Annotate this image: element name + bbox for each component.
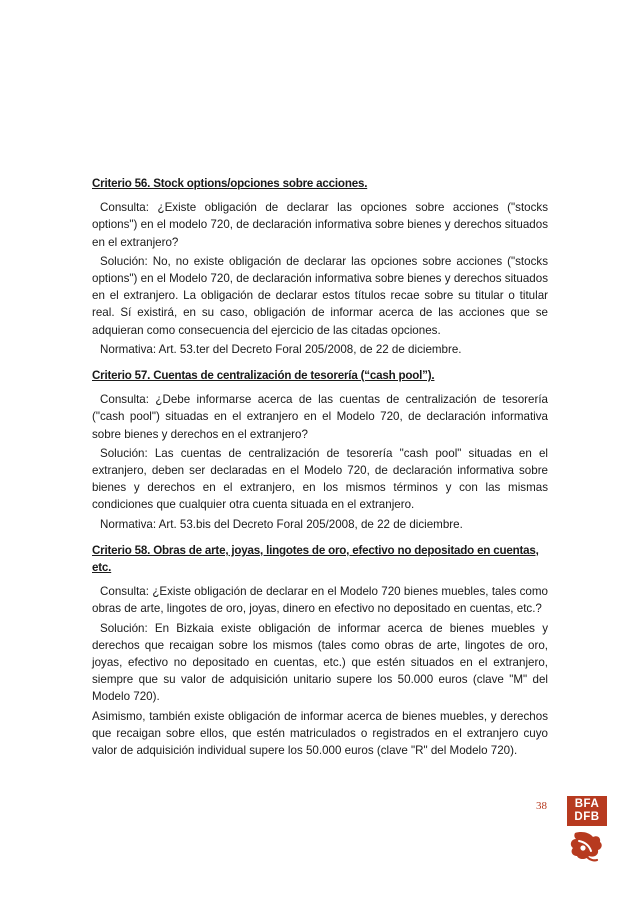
criterio-56-consulta: Consulta: ¿Existe obligación de declarar las opciones sobre acciones ("stocks options") en el modelo 720, de declaración informativa sobre bienes y derechos situados en el extranjero?	[92, 201, 548, 249]
criterio-56-normativa: Normativa: Art. 53.ter del Decreto Foral 205/2008, de 22 de diciembre.	[100, 342, 462, 356]
document-body	[92, 175, 548, 761]
page-number: 38	[536, 800, 547, 812]
criterio-57-solucion: Solución: Las cuentas de centralización de tesorería "cash pool" situadas en el extranjero, deben ser declaradas en el Modelo 720, de declaración informativa sobre bienes y derechos en el extranjero, en los mismos términos y con las mismas condiciones que cualquier otra cuenta situada en el extranjero.	[92, 446, 548, 512]
criterio-57-normativa: Normativa: Art. 53.bis del Decreto Foral 205/2008, de 22 de diciembre.	[100, 517, 463, 531]
oak-leaf-icon	[567, 829, 607, 863]
logo-line-1: BFA	[574, 798, 600, 810]
criterio-58-heading: Criterio 58. Obras de arte, joyas, lingotes de oro, efectivo no depositado en cuentas, etc.	[92, 543, 539, 575]
logo-line-2: DFB	[574, 811, 600, 823]
criterio-56-heading: Criterio 56. Stock options/opciones sobre acciones.	[92, 177, 368, 190]
criterio-57-heading: Criterio 57. Cuentas de centralización de tesorería (“cash pool”).	[92, 369, 435, 383]
criterio-58-asimismo: Asimismo, también existe obligación de informar acerca de bienes muebles, y derechos que recaigan sobre ellos, que estén matriculados o registrados en el extranjero cuyo valor de adquisición individual supere los 50.000 euros (clave "R" del Modelo 720).	[92, 709, 548, 758]
bfa-dfb-logo	[567, 796, 607, 863]
logo-text	[567, 796, 607, 826]
criterio-58-solucion: Solución: En Bizkaia existe obligación de informar acerca de bienes muebles y derechos que recaigan sobre los mismos (tales como obras de arte, lingotes de oro, joyas, efectivo no depositado en cuentas, etc.) que estén situados en el extranjero, siempre que su valor de adquisición unitario supere los 50.000 euros (clave "M" del Modelo 720).	[92, 621, 548, 704]
criterio-56-solucion: Solución: No, no existe obligación de declarar las opciones sobre acciones ("stocks options") en el Modelo 720, de declaración informativa sobre bienes y derechos situados en el extranjero. La obligación de declarar estos títulos recae sobre su titular o titular real. Sí existirá, en su caso, obligación de informar acerca de las acciones que se adquieran como consecuencia del ejercicio de las citadas opciones.	[92, 254, 548, 337]
criterio-58-consulta: Consulta: ¿Existe obligación de declarar en el Modelo 720 bienes muebles, tales como obras de arte, lingotes de oro, joyas, dinero en efectivo no depositado en cuentas, etc.?	[92, 585, 548, 616]
criterio-56-section	[92, 175, 548, 358]
criterio-57-consulta: Consulta: ¿Debe informarse acerca de las cuentas de centralización de tesorería ("cash pool") situadas en el extranjero en el Modelo 720, de declaración informativa sobre bienes y derechos en el extranjero?	[92, 393, 548, 441]
criterio-58-section	[92, 542, 548, 759]
criterio-57-section	[92, 367, 548, 533]
